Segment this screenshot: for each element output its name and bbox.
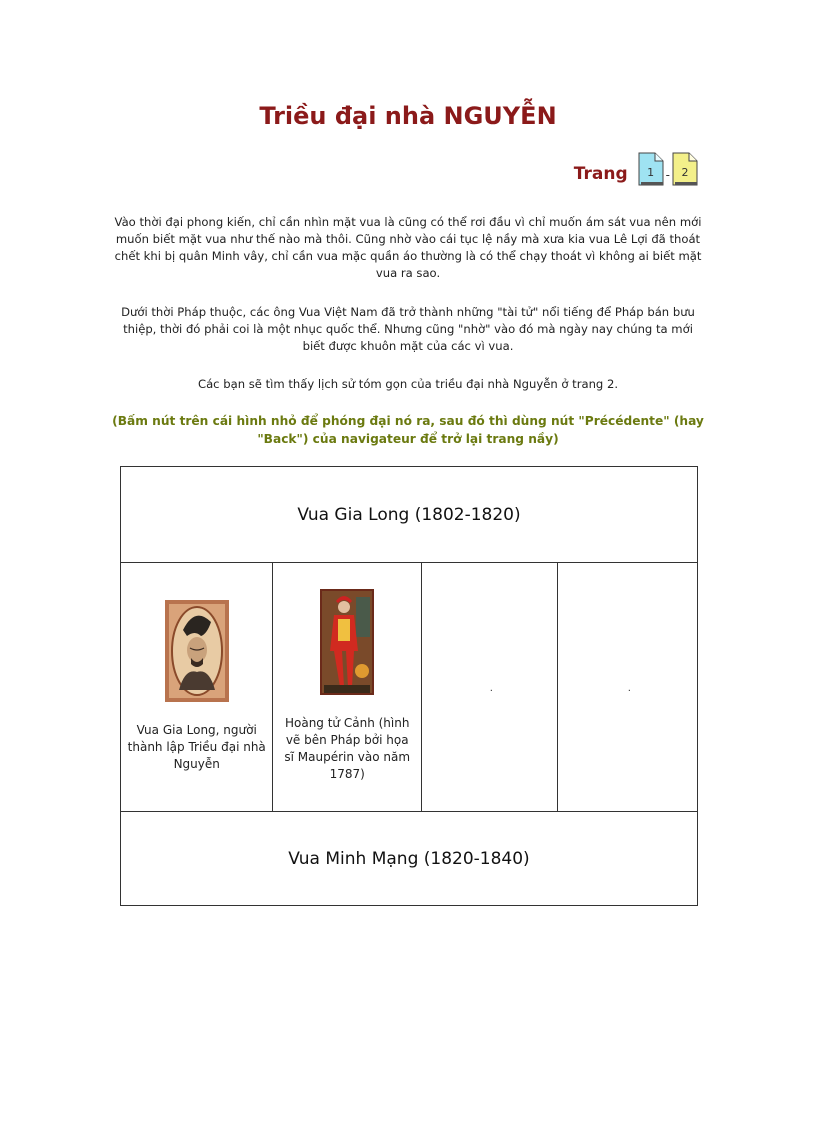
page-1-icon[interactable] — [638, 152, 664, 186]
intro-paragraph-1: Vào thời đại phong kiến, chỉ cần nhìn mặt vua là cũng có thể rơi đầu vì chỉ muốn ám sát vua nên mới muốn biết mặt vua như thế nào mà thôi. Cũng nhờ vào cái tục lệ nầy mà xưa kia vua Lê Lợi đã thoát chết khi bị quân Minh vây, chỉ cần vua mặc quần áo thường là có thể chạy thoát vì không ai biết mặt vua ra sao. — [114, 215, 702, 280]
kings-table — [120, 466, 698, 906]
intro-paragraph-3: Các bạn sẽ tìm thấy lịch sử tóm gọn của triều đại nhà Nguyễn ở trang 2. — [197, 377, 619, 391]
portrait-cell-gia-long — [121, 562, 273, 811]
page-1-number: 1 — [647, 165, 655, 179]
caption-gia-long: Vua Gia Long, người thành lập Triều đại nhà Nguyễn — [127, 723, 266, 771]
pager-separator: - — [665, 168, 670, 182]
placeholder-dot: . — [627, 683, 631, 694]
prince-canh-portrait[interactable] — [320, 589, 374, 699]
empty-cell-4 — [558, 562, 697, 811]
gia-long-portrait[interactable] — [165, 600, 229, 706]
page-navigation — [574, 152, 698, 186]
king-heading-gia-long: Vua Gia Long (1802-1820) — [121, 467, 697, 563]
pager-label: Trang — [573, 164, 628, 184]
page-2-icon[interactable] — [672, 152, 698, 186]
page-title: Triều đại nhà NGUYỄN — [259, 102, 557, 130]
king-heading-minh-mang: Vua Minh Mạng (1820-1840) — [121, 811, 697, 906]
portrait-row — [121, 562, 697, 811]
page-2-number: 2 — [681, 165, 689, 179]
instruction-note: (Bấm nút trên cái hình nhỏ để phóng đại nó ra, sau đó thì dùng nút "Précédente" (hay "Back") của navigateur để trở lại trang nầy) — [112, 414, 704, 446]
caption-prince-canh: Hoàng tử Cảnh (hình vẽ bên Pháp bởi họa sĩ Maupérin vào năm 1787) — [284, 716, 411, 781]
intro-paragraph-2: Dưới thời Pháp thuộc, các ông Vua Việt Nam đã trở thành những "tài tử" nổi tiếng để Pháp bán bưu thiệp, thời đó phải coi là một nhục quốc thể. Nhưng cũng "nhờ" vào đó mà ngày nay chúng ta mới biết được khuôn mặt của các vì vua. — [121, 305, 695, 353]
placeholder-dot: . — [489, 683, 493, 694]
empty-cell-3 — [422, 562, 559, 811]
portrait-cell-prince-canh — [273, 562, 421, 811]
